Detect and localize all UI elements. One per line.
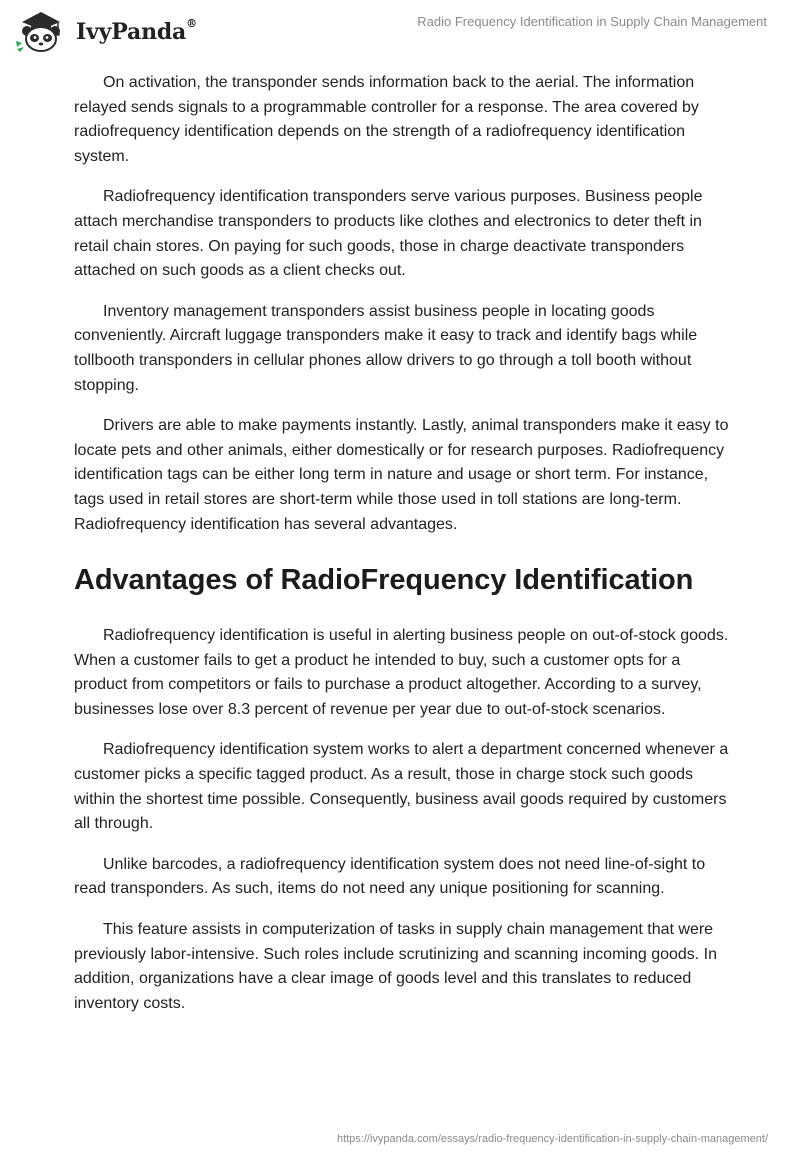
- section-heading: Advantages of RadioFrequency Identification: [74, 564, 694, 597]
- paragraph: Inventory management transponders assist business people in locating goods conveniently. Aircraft luggage transponders make it easy to track and identify bags while tollbooth transponders in cellular phones allow drivers to go through a toll booth without stopping.: [74, 302, 698, 394]
- source-url[interactable]: https://ivypanda.com/essays/radio-frequency-identification-in-supply-chain-management/: [336, 1133, 768, 1145]
- brand-logo[interactable]: [14, 9, 197, 53]
- article-body: [74, 71, 730, 1032]
- registered-mark: ®: [186, 17, 197, 30]
- paragraph: Radiofrequency identification system works to alert a department concerned whenever a customer picks a specific tagged product. As a result, those in charge stock such goods within the shortest time possible. Consequently, business avail goods required by customers all through.: [74, 741, 729, 833]
- page-header: [0, 0, 800, 60]
- brand-name: IvyPanda®: [76, 17, 197, 45]
- paragraph: This feature assists in computerization of tasks in supply chain management that were previously labor-intensive. Such roles include scrutinizing and scanning incoming goods. In addition, organizations have a clear image of goods level and this translates to reduced inventory costs.: [74, 921, 718, 1012]
- paragraph: Radiofrequency identification is useful in alerting business people on out-of-stock goods. When a customer fails to get a product he intended to buy, such a customer opts for a product from competitors or fails to purchase a product altogether. According to a survey, businesses lose over 8.3 percent of revenue per year due to out-of-stock scenarios.: [74, 627, 729, 718]
- paragraph: Unlike barcodes, a radiofrequency identification system does not need line-of-sight to read transponders. As such, items do not need any unique positioning for scanning.: [74, 855, 706, 898]
- panda-graduate-icon: [14, 9, 70, 53]
- paragraph: On activation, the transponder sends information back to the aerial. The information relayed sends signals to a programmable controller for a response. The area covered by radiofrequency identification depends on the strength of a radiofrequency identification system.: [74, 74, 699, 165]
- paragraph: Drivers are able to make payments instantly. Lastly, animal transponders make it easy to locate pets and other animals, either domestically or for research purposes. Radiofrequency identification tags can be either long term in nature and usage or short term. For instance, tags used in retail stores are short-term while those used in toll stations are long-term. Radiofrequency identification has several advantages.: [74, 417, 729, 533]
- document-title: Radio Frequency Identification in Supply Chain Management: [417, 14, 767, 29]
- paragraph: Radiofrequency identification transponders serve various purposes. Business people attach merchandise transponders to products like clothes and electronics to deter theft in retail chain stores. On paying for such goods, those in charge deactivate transponders attached on such goods as a client checks out.: [74, 188, 703, 280]
